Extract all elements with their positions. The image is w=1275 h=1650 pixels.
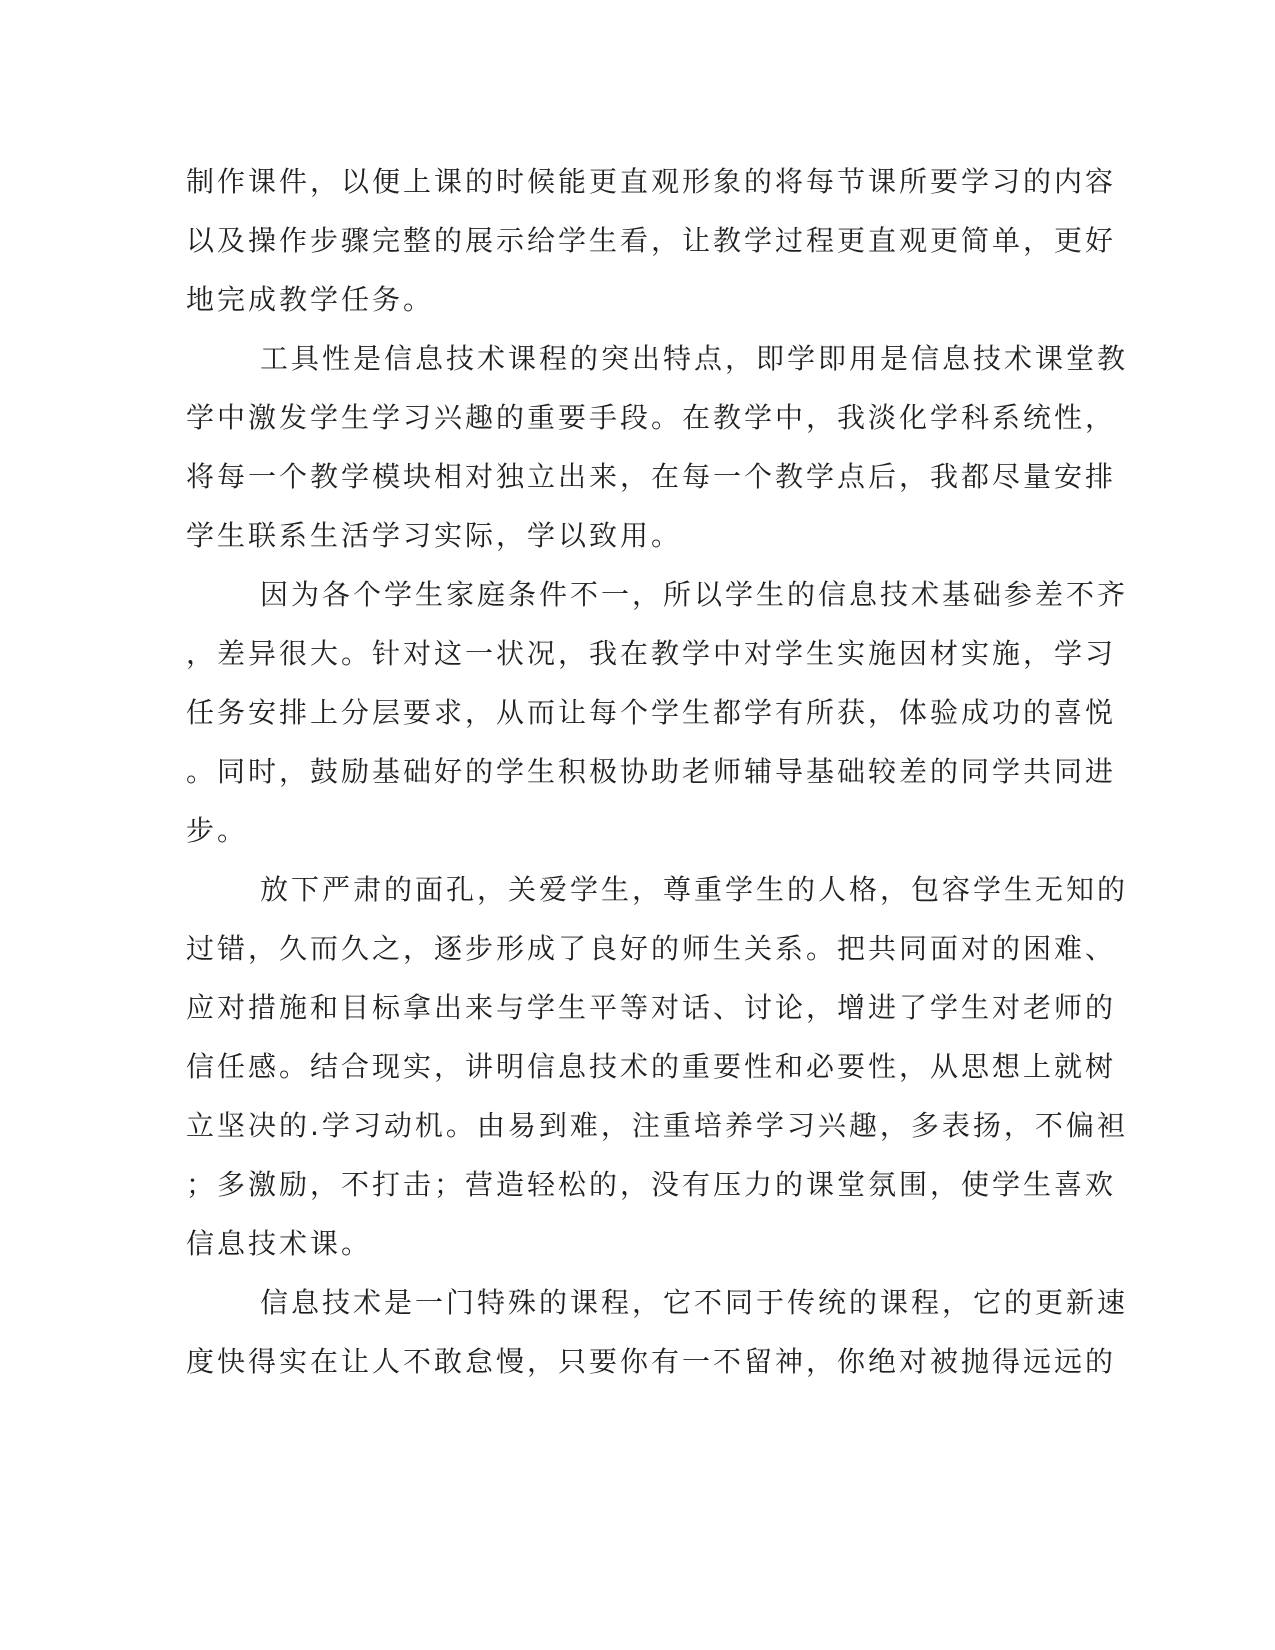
paragraph-first-line: 信息技术是一门特殊的课程，它不同于传统的课程，它的更新速 — [260, 1286, 1129, 1319]
text-line: 信任感。结合现实，讲明信息技术的重要性和必要性，从思想上就树 — [186, 1050, 1117, 1083]
text-line: ，差异很大。针对这一状况，我在教学中对学生实施因材实施，学习 — [186, 637, 1117, 670]
text-line: 学中激发学生学习兴趣的重要手段。在教学中，我淡化学科系统性， — [186, 401, 1117, 434]
paragraph-first-line: 因为各个学生家庭条件不一，所以学生的信息技术基础参差不齐 — [260, 578, 1129, 611]
text-line: 将每一个教学模块相对独立出来，在每一个教学点后，我都尽量安排 — [186, 460, 1117, 493]
text-line: ；多激励，不打击；营造轻松的，没有压力的课堂氛围，使学生喜欢 — [186, 1168, 1117, 1201]
document-body — [186, 152, 1129, 1391]
text-line: 度快得实在让人不敢怠慢，只要你有一不留神，你绝对被抛得远远的 — [186, 1345, 1117, 1378]
paragraph-first-line: 工具性是信息技术课程的突出特点，即学即用是信息技术课堂教 — [260, 342, 1129, 375]
text-line: 地完成教学任务。 — [186, 283, 435, 316]
text-line: 立坚决的.学习动机。由易到难，注重培养学习兴趣，多表扬，不偏袒 — [186, 1109, 1128, 1142]
text-line: 信息技术课。 — [186, 1227, 373, 1260]
text-line: 任务安排上分层要求，从而让每个学生都学有所获，体验成功的喜悦 — [186, 696, 1117, 729]
paragraph-first-line: 放下严肃的面孔，关爱学生，尊重学生的人格，包容学生无知的 — [260, 873, 1129, 906]
text-line: 过错，久而久之，逐步形成了良好的师生关系。把共同面对的困难、 — [186, 932, 1117, 965]
text-line: 学生联系生活学习实际，学以致用。 — [186, 519, 683, 552]
text-line: 应对措施和目标拿出来与学生平等对话、讨论，增进了学生对老师的 — [186, 991, 1117, 1024]
text-line: 步。 — [186, 814, 249, 847]
text-line: 。同时，鼓励基础好的学生积极协助老师辅导基础较差的同学共同进 — [186, 755, 1117, 788]
text-line: 以及操作步骤完整的展示给学生看，让教学过程更直观更简单，更好 — [186, 224, 1117, 257]
text-line: 制作课件，以便上课的时候能更直观形象的将每节课所要学习的内容 — [186, 165, 1117, 198]
